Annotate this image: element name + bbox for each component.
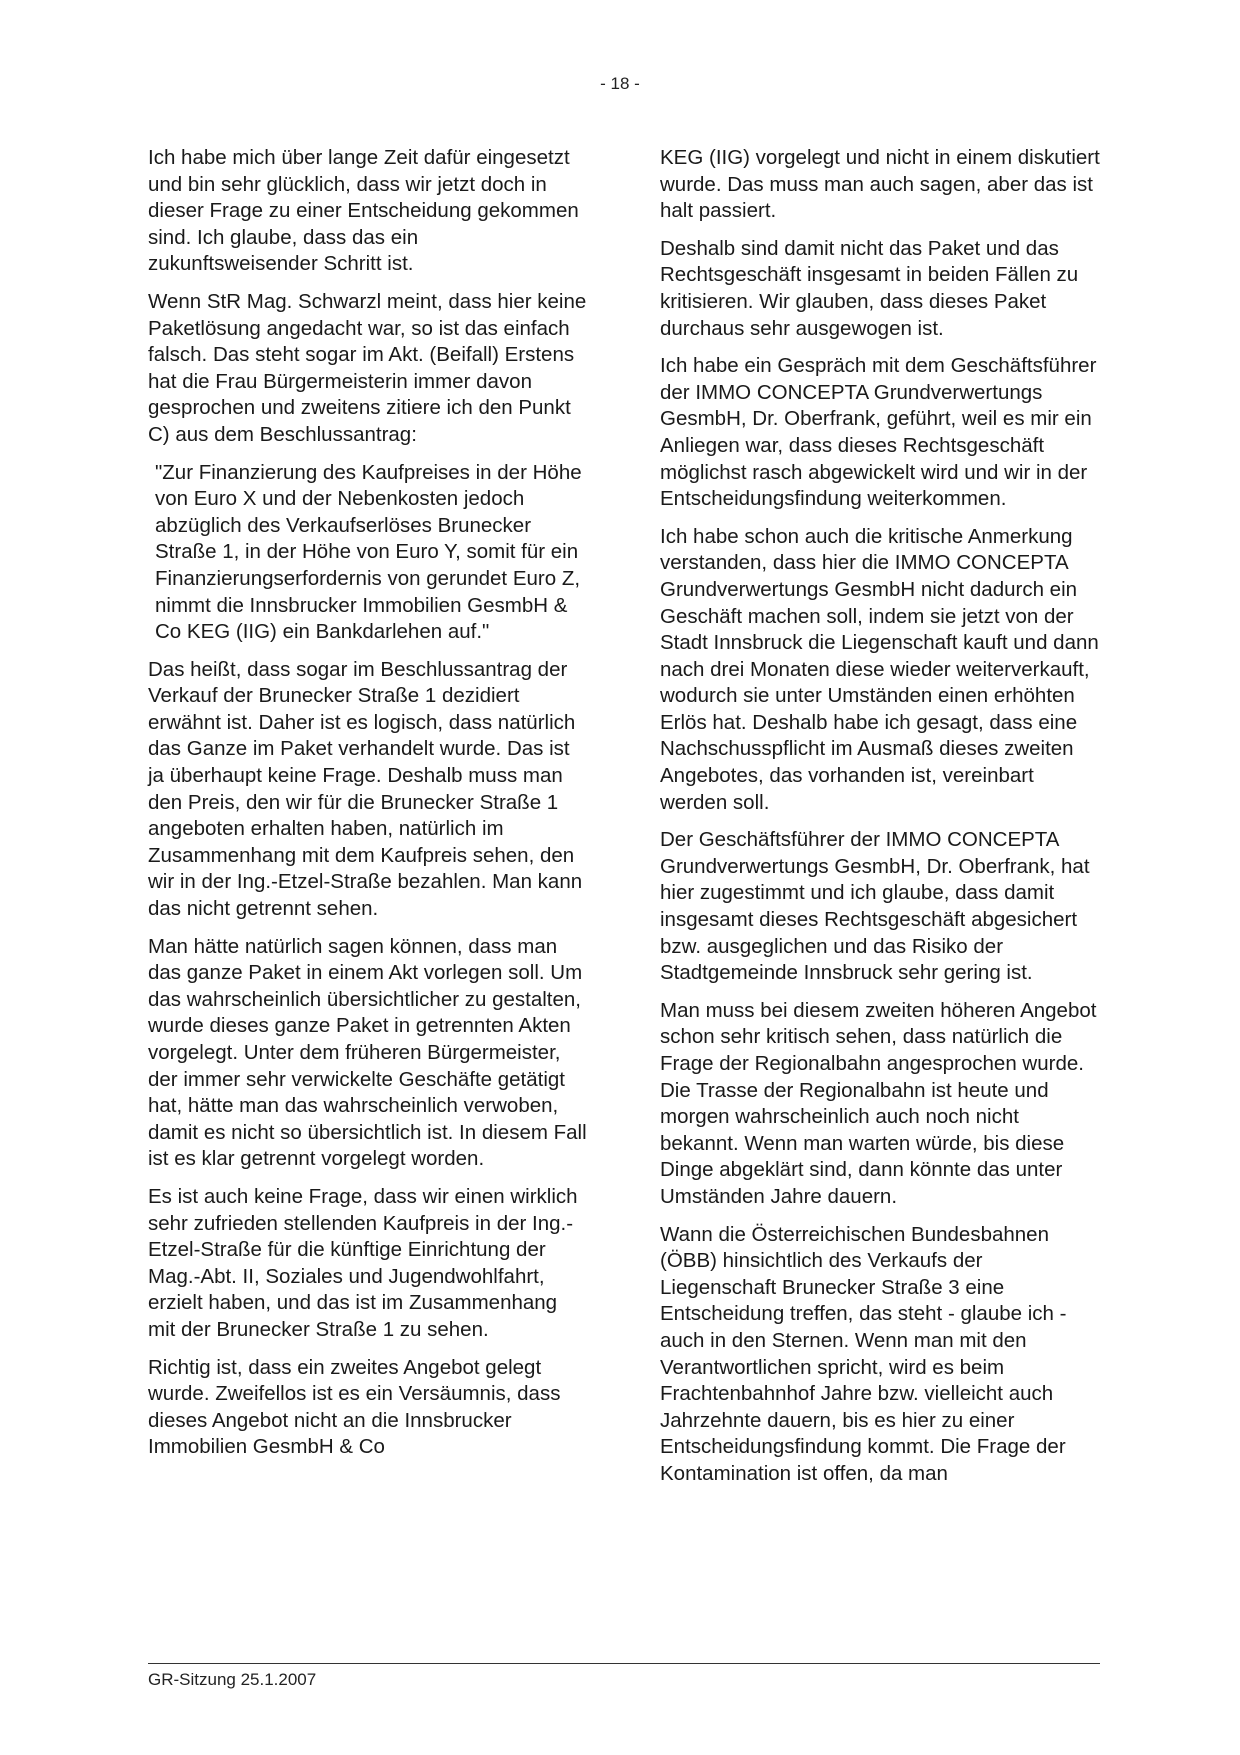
- paragraph: Wann die Österreichischen Bundesbahnen (ÖBB) hinsichtlich des Verkaufs der Liegenschaft Brunecker Straße 3 eine Entscheidung treffen, das steht - glaube ich - auch in den Sternen. Wenn man mit den Verantwortlichen spricht, wird es beim Frachtenbahnhof Jahre bzw. vielleicht auch Jahrzehnte dauern, bis es hier zu einer Entscheidungsfindung kommt. Die Frage der Kontamination ist offen, da man: [660, 1222, 1067, 1485]
- footer-rule: [148, 1663, 1100, 1664]
- quote-paragraph: "Zur Finanzierung des Kaufpreises in der Höhe von Euro X und der Nebenkosten jedoch abzüglich des Verkaufserlöses Brunecker Straße 1, in der Höhe von Euro Y, somit für ein Finanzierungserfordernis von gerundet Euro Z, nimmt die Innsbrucker Immobilien GesmbH & Co KEG (IIG) ein Bankdarlehen auf.": [155, 460, 582, 644]
- paragraph: Man muss bei diesem zweiten höheren Angebot schon sehr kritisch sehen, dass natürlich die Frage der Regionalbahn angesprochen wurde. Die Trasse der Regionalbahn ist heute und morgen wahrscheinlich auch noch nicht bekannt. Wenn man warten würde, bis diese Dinge abgeklärt sind, dann könnte das unter Umständen Jahre dauern.: [660, 998, 1097, 1208]
- paragraph: Der Geschäftsführer der IMMO CONCEPTA Grundverwertungs GesmbH, Dr. Oberfrank, hat hier zugestimmt und ich glaube, dass damit insgesamt dieses Rechtsgeschäft abgesichert bzw. ausgeglichen und das Risiko der Stadtgemeinde Innsbruck sehr gering ist.: [660, 828, 1090, 985]
- paragraph: Wenn StR Mag. Schwarzl meint, dass hier keine Paketlösung angedacht war, so ist das einfach falsch. Das steht sogar im Akt. (Beifall) Erstens hat die Frau Bürgermeisterin immer davon gesprochen und zweitens zitiere ich den Punkt C) aus dem Beschlussantrag:: [148, 289, 587, 446]
- page-number: - 18 -: [600, 74, 640, 93]
- left-column: [148, 145, 588, 1472]
- footer-text: GR-Sitzung 25.1.2007: [148, 1670, 317, 1689]
- paragraph: Man hätte natürlich sagen können, dass man das ganze Paket in einem Akt vorlegen soll. Um das wahrscheinlich übersichtlicher zu gestalten, wurde dieses ganze Paket in getrennten Akten vorgelegt. Unter dem früheren Bürgermeister, der immer sehr verwickelte Geschäfte getätigt hat, hätte man das wahrscheinlich verwoben, damit es nicht so übersichtlich ist. In diesem Fall ist es klar getrennt vorgelegt worden.: [148, 934, 587, 1171]
- right-column: [660, 145, 1100, 1499]
- paragraph: Deshalb sind damit nicht das Paket und das Rechtsgeschäft insgesamt in beiden Fällen zu kritisieren. Wir glauben, dass dieses Paket durchaus sehr ausgewogen ist.: [660, 236, 1079, 340]
- paragraph: Das heißt, dass sogar im Beschlussantrag der Verkauf der Brunecker Straße 1 dezidiert erwähnt ist. Daher ist es logisch, dass natürlich das Ganze im Paket verhandelt wurde. Das ist ja überhaupt keine Frage. Deshalb muss man den Preis, den wir für die Brunecker Straße 1 angeboten erhalten haben, natürlich im Zusammenhang mit dem Kaufpreis sehen, den wir in der Ing.-Etzel-Straße bezahlen. Man kann das nicht getrennt sehen.: [148, 657, 583, 921]
- paragraph: KEG (IIG) vorgelegt und nicht in einem diskutiert wurde. Das muss man auch sagen, aber das ist halt passiert.: [660, 146, 1100, 223]
- paragraph: Ich habe ein Gespräch mit dem Geschäftsführer der IMMO CONCEPTA Grundverwertungs GesmbH, Dr. Oberfrank, geführt, weil es mir ein Anliegen war, dass dieses Rechtsgeschäft möglichst rasch abgewickelt wird und wir in der Entscheidungsfindung weiterkommen.: [660, 354, 1097, 511]
- paragraph: Richtig ist, dass ein zweites Angebot gelegt wurde. Zweifellos ist es ein Versäumnis, dass dieses Angebot nicht an die Innsbrucker Immobilien GesmbH & Co: [148, 1355, 561, 1459]
- paragraph: Ich habe schon auch die kritische Anmerkung verstanden, dass hier die IMMO CONCEPTA Grundverwertungs GesmbH nicht dadurch ein Geschäft machen soll, indem sie jetzt von der Stadt Innsbruck die Liegenschaft kauft und dann nach drei Monaten diese wieder weiterverkauft, wodurch sie unter Umständen einen erhöhten Erlös hat. Deshalb habe ich gesagt, dass eine Nachschusspflicht im Ausmaß dieses zweiten Angebotes, das vorhanden ist, vereinbart werden soll.: [660, 524, 1099, 814]
- paragraph: Ich habe mich über lange Zeit dafür eingesetzt und bin sehr glücklich, dass wir jetzt doch in dieser Frage zu einer Entscheidung gekommen sind. Ich glaube, dass das ein zukunftsweisender Schritt ist.: [148, 146, 579, 276]
- paragraph: Es ist auch keine Frage, dass wir einen wirklich sehr zufrieden stellenden Kaufpreis in der Ing.-Etzel-Straße für die künftige Einrichtung der Mag.-Abt. II, Soziales und Jugendwohlfahrt, erzielt haben, und das ist im Zusammenhang mit der Brunecker Straße 1 zu sehen.: [148, 1184, 578, 1341]
